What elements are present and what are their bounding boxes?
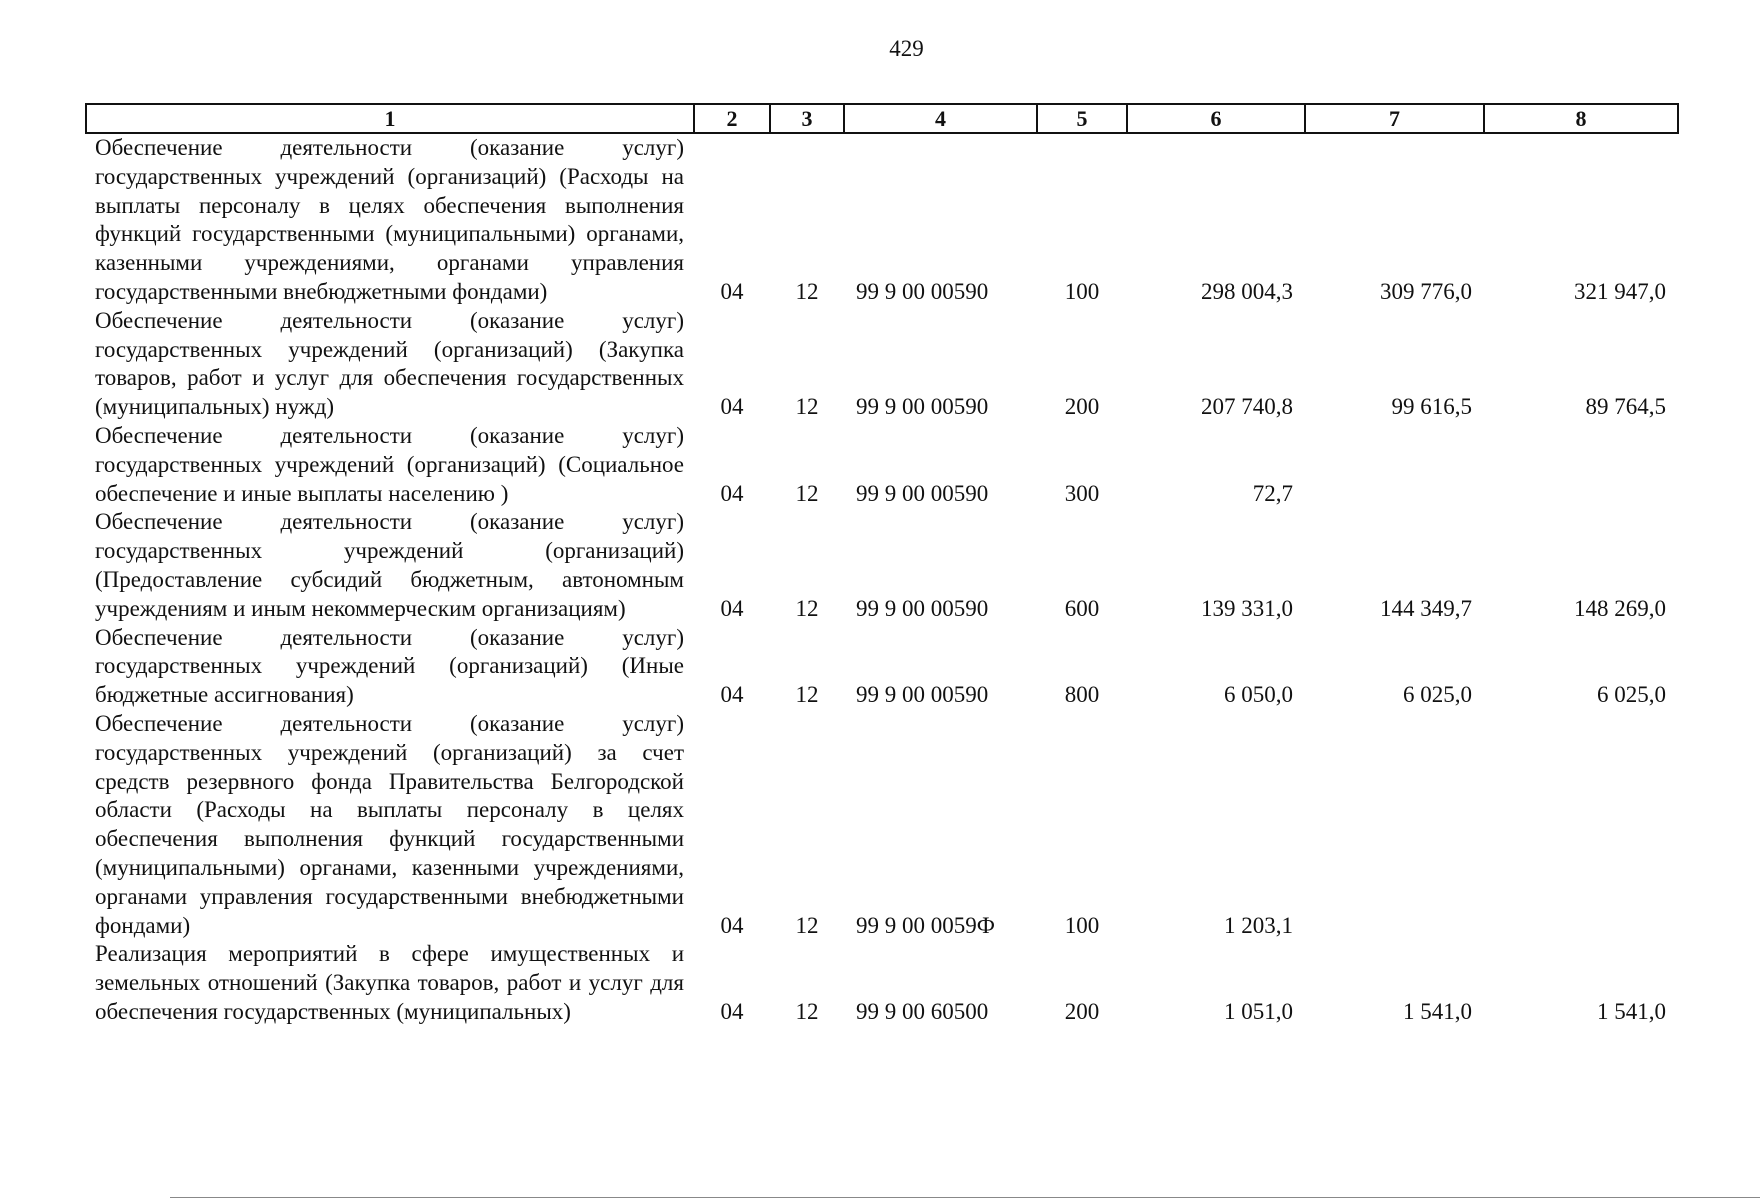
table-row bbox=[86, 422, 1678, 508]
row-amount-7 bbox=[1305, 710, 1484, 940]
row-amount-7: 144 349,7 bbox=[1380, 595, 1472, 621]
table-row bbox=[86, 710, 1678, 940]
row-section: 04 bbox=[720, 278, 744, 304]
page-bottom-rule bbox=[170, 1197, 1760, 1198]
table-row bbox=[86, 940, 1678, 1026]
row-amount-8: 1 541,0 bbox=[1597, 998, 1666, 1024]
header-col-6: 6 bbox=[1127, 104, 1305, 133]
row-section: 04 bbox=[720, 394, 744, 420]
row-amount-8: 6 025,0 bbox=[1597, 682, 1666, 708]
row-amount-8 bbox=[1484, 710, 1678, 940]
table-row bbox=[86, 307, 1678, 422]
row-subsection: 12 bbox=[795, 480, 819, 506]
row-subsection: 12 bbox=[795, 595, 819, 621]
row-description: Обеспечение деятельности (оказание услуг) государственных учреждений (организаций) за счет средств резервного фонда Правительства Белгородской области (Расходы на выплаты персоналу в целях обеспечения выполнения функций государственными (муниципальными) органами, казенными учреждениями, органами управления государственными внебюджетными фондами) bbox=[95, 710, 684, 938]
table-body bbox=[86, 133, 1678, 1027]
row-amount-8: 321 947,0 bbox=[1574, 278, 1666, 304]
budget-table bbox=[85, 103, 1679, 1027]
header-row bbox=[86, 104, 1678, 133]
row-target-article: 99 9 00 00590 bbox=[856, 682, 989, 708]
table-row bbox=[86, 133, 1678, 307]
row-section: 04 bbox=[720, 998, 744, 1024]
row-amount-7 bbox=[1305, 422, 1484, 508]
row-expense-type: 100 bbox=[1064, 278, 1100, 304]
row-description: Обеспечение деятельности (оказание услуг) государственных учреждений (организаций) (Социальное обеспечение и иные выплаты населению ) bbox=[95, 422, 684, 506]
row-description: Обеспечение деятельности (оказание услуг) государственных учреждений (организаций) (Иные бюджетные ассигнования) bbox=[95, 624, 684, 708]
row-section: 04 bbox=[720, 480, 744, 506]
header-col-2: 2 bbox=[694, 104, 770, 133]
header-col-1: 1 bbox=[86, 104, 694, 133]
header-col-4: 4 bbox=[844, 104, 1037, 133]
table-row bbox=[86, 508, 1678, 623]
row-target-article: 99 9 00 00590 bbox=[856, 595, 989, 621]
row-amount-7: 99 616,5 bbox=[1391, 394, 1472, 420]
row-target-article: 99 9 00 0059Ф bbox=[856, 912, 995, 938]
table-header bbox=[86, 104, 1678, 133]
row-section: 04 bbox=[720, 682, 744, 708]
row-description: Обеспечение деятельности (оказание услуг) государственных учреждений (организаций) (Расходы на выплаты персоналу в целях обеспечения выполнения функций государственными (муниципальными) органами, казенными учреждениями, органами управления государственными внебюджетными фондами) bbox=[95, 135, 684, 304]
row-expense-type: 200 bbox=[1064, 394, 1100, 420]
header-col-8: 8 bbox=[1484, 104, 1678, 133]
header-col-7: 7 bbox=[1305, 104, 1484, 133]
row-section: 04 bbox=[720, 595, 744, 621]
row-amount-8: 89 764,5 bbox=[1585, 394, 1666, 420]
row-amount-6: 207 740,8 bbox=[1201, 394, 1293, 420]
row-target-article: 99 9 00 00590 bbox=[856, 480, 989, 506]
row-description: Реализация мероприятий в сфере имущественных и земельных отношений (Закупка товаров, работ и услуг для обеспечения государственных (муниципальных) bbox=[95, 941, 684, 1024]
row-amount-6: 298 004,3 bbox=[1201, 278, 1293, 304]
row-subsection: 12 bbox=[795, 278, 819, 304]
row-target-article: 99 9 00 60500 bbox=[856, 998, 989, 1024]
row-target-article: 99 9 00 00590 bbox=[856, 394, 989, 420]
row-amount-6: 1 051,0 bbox=[1224, 998, 1293, 1024]
row-subsection: 12 bbox=[795, 682, 819, 708]
row-section: 04 bbox=[720, 912, 744, 938]
row-amount-6: 6 050,0 bbox=[1224, 682, 1293, 708]
row-subsection: 12 bbox=[795, 998, 819, 1024]
row-amount-6: 72,7 bbox=[1252, 480, 1293, 506]
row-target-article: 99 9 00 00590 bbox=[856, 278, 989, 304]
row-subsection: 12 bbox=[795, 912, 819, 938]
row-amount-8 bbox=[1484, 422, 1678, 508]
header-col-3: 3 bbox=[770, 104, 844, 133]
page-number: 429 bbox=[889, 36, 924, 61]
row-description: Обеспечение деятельности (оказание услуг) государственных учреждений (организаций) (Предоставление субсидий бюджетным, автономным учреждениям и иным некоммерческим организациям) bbox=[95, 509, 684, 621]
table-row bbox=[86, 624, 1678, 710]
row-amount-7: 1 541,0 bbox=[1403, 998, 1472, 1024]
row-expense-type: 600 bbox=[1064, 595, 1100, 621]
row-amount-8: 148 269,0 bbox=[1574, 595, 1666, 621]
header-col-5: 5 bbox=[1037, 104, 1127, 133]
row-amount-7: 309 776,0 bbox=[1380, 278, 1472, 304]
row-subsection: 12 bbox=[795, 394, 819, 420]
row-expense-type: 300 bbox=[1064, 480, 1100, 506]
row-expense-type: 200 bbox=[1064, 998, 1100, 1024]
row-expense-type: 800 bbox=[1064, 682, 1100, 708]
row-description: Обеспечение деятельности (оказание услуг) государственных учреждений (организаций) (Закупка товаров, работ и услуг для обеспечения государственных (муниципальных) нужд) bbox=[95, 307, 684, 420]
row-amount-6: 139 331,0 bbox=[1201, 595, 1293, 621]
row-amount-7: 6 025,0 bbox=[1403, 682, 1472, 708]
row-amount-6: 1 203,1 bbox=[1224, 912, 1293, 938]
row-expense-type: 100 bbox=[1064, 912, 1100, 938]
